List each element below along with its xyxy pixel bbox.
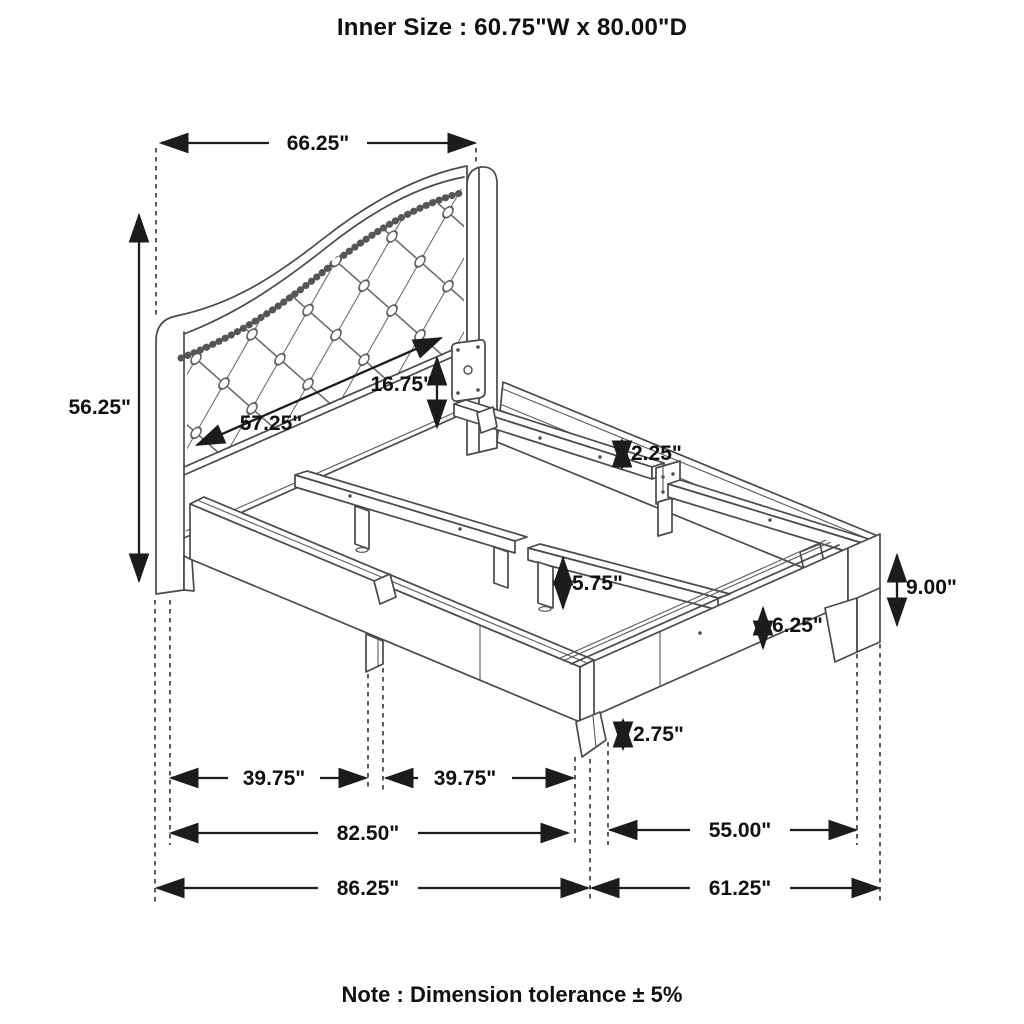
dim-label-span-foot: 39.75": [433, 767, 497, 790]
dim-rail-height: [763, 608, 823, 648]
dim-label-overall-left: 86.25": [336, 877, 400, 900]
near-center-rail-2-top: [528, 544, 730, 598]
dim-label-rail-thickness: 2.25": [631, 442, 682, 465]
left-post-foot: [184, 556, 194, 591]
tolerance-note: Note : Dimension tolerance ± 5%: [341, 982, 683, 1007]
dim-extension-length: [610, 819, 856, 842]
screw-hole: [348, 494, 351, 497]
center-rail-leg: [355, 506, 369, 549]
near-center-rail-1-front: [295, 475, 515, 553]
dim-label-rail-height: 6.25": [772, 614, 823, 637]
dim-label-headboard-height: 56.25": [68, 396, 131, 419]
dim-overall-right: [592, 877, 879, 900]
dim-overall-left: [157, 877, 588, 900]
screw-hole: [698, 631, 702, 635]
dim-span-head: [171, 767, 366, 790]
dim-label-center-leg: 5.75": [572, 572, 623, 595]
bracket-bolt: [671, 472, 674, 475]
side-rail-mid-leg: [366, 634, 383, 672]
dim-label-extension-length: 55.00": [708, 819, 772, 842]
dim-rail-length: [171, 822, 568, 845]
leg-foot: [356, 548, 368, 553]
bracket-bolt: [476, 345, 480, 349]
dim-headboard-height: [68, 215, 139, 581]
dim-label-rail-length: 82.50": [336, 822, 400, 845]
dim-headboard-width: [161, 132, 475, 155]
bracket-bolt: [456, 348, 460, 352]
center-bracket-leg: [658, 498, 672, 536]
dim-label-frame-height: 9.00": [906, 576, 957, 599]
dim-label-panel-height: 16.75": [370, 373, 433, 396]
dim-label-headboard-width: 66.25": [286, 132, 350, 155]
near-center-rail-1-top: [295, 471, 527, 541]
bracket-bolt: [456, 391, 460, 395]
screw-hole: [598, 455, 601, 458]
dim-span-foot: [386, 767, 573, 790]
foot-right-leg-front: [825, 598, 857, 662]
screw-hole: [458, 527, 461, 530]
dim-label-inner-width: 57.25": [239, 412, 303, 435]
dim-label-span-head: 39.75": [242, 767, 306, 790]
dim-label-overall-right: 61.25": [708, 877, 772, 900]
leg-foot: [539, 607, 551, 612]
dim-corner-leg: [623, 720, 684, 749]
screw-hole: [538, 436, 541, 439]
center-rail-leg-575: [538, 562, 553, 608]
inner-size-title: Inner Size : 60.75"W x 80.00"D: [336, 14, 688, 41]
screw-hole: [768, 518, 771, 521]
center-rail-leg: [494, 547, 508, 588]
foot-right-leg-side: [857, 588, 880, 652]
dim-label-corner-leg: 2.75": [633, 723, 684, 746]
corner-side-face: [580, 660, 594, 722]
bracket-bolt: [476, 388, 480, 392]
dim-frame-height: [897, 555, 957, 625]
